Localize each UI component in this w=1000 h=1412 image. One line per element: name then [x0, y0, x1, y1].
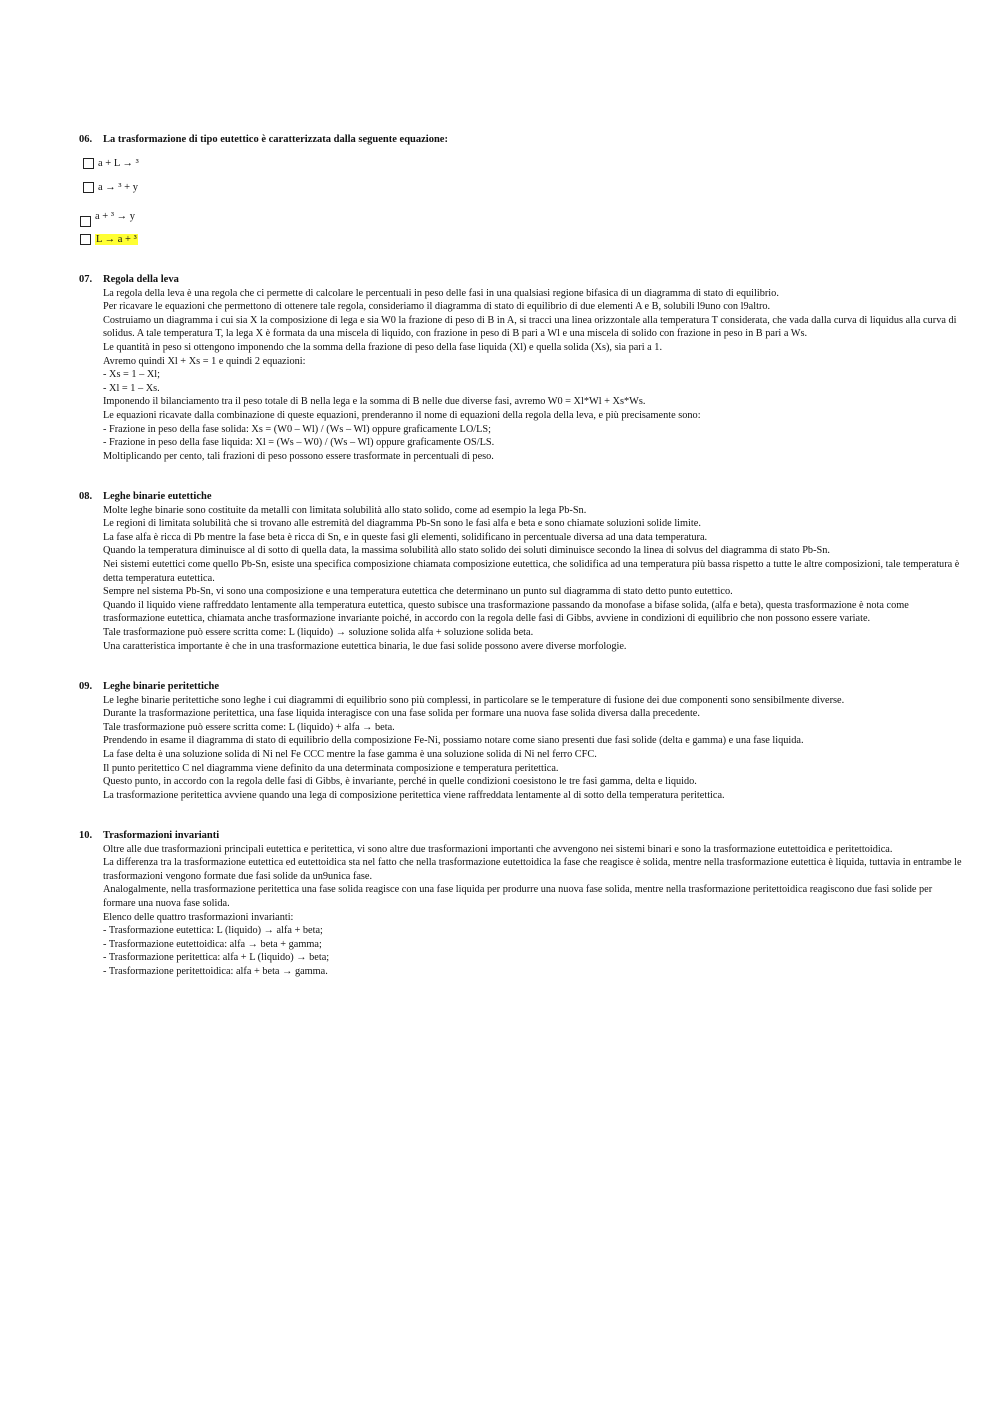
checkbox-option-a[interactable]: [83, 158, 94, 169]
paragraph: Prendendo in esame il diagramma di stato di equilibrio della composizione Fe-Ni, possiamo notare come siano presenti due fasi solide (delta e gamma) e una fase liquida.: [103, 735, 804, 747]
paragraph: - Xs = 1 – Xl;: [103, 369, 161, 381]
paragraph: - Frazione in peso della fase solida: Xs = (W0 – Wl) / (Ws – Wl) oppure graficamente LO/LS;: [103, 423, 492, 435]
option-a[interactable]: [83, 158, 139, 169]
paragraph: Elenco delle quattro trasformazioni invarianti:: [103, 911, 294, 923]
paragraph: Nei sistemi eutettici come quello Pb-Sn, esiste una specifica composizione chiamata composizione eutettica, che solidifica ad una temperatura più bassa rispetto a tutte le altre composizioni, tale temperatura è detta temperatura eutettica.: [103, 558, 960, 584]
paragraph: Le equazioni ricavate dalla combinazione di queste equazioni, prenderanno il nome di equazioni della regola della leva, e più precisamente sono:: [103, 409, 701, 421]
paragraph: Questo punto, in accordo con la regola delle fasi di Gibbs, è invariante, perché in quelle condizioni coesistono le tre fasi gamma, delta e liquido.: [103, 776, 697, 788]
section-number: 08.: [79, 491, 93, 502]
paragraph: Sempre nel sistema Pb-Sn, vi sono una composizione e una temperatura eutettica che determinano un punto sul diagramma di stato detto punto eutettico.: [103, 586, 733, 598]
section-body: [103, 504, 964, 654]
paragraph: Una caratteristica importante è che in una trasformazione eutettica binaria, le due fasi solide possono avere diverse morfologie.: [103, 640, 627, 652]
paragraph: Quando il liquido viene raffreddato lentamente alla temperatura eutettica, questo subisce una trasformazione passando da monofase a bifase solida, (alfa e beta), questa trasformazione è nota come trasformazione eutettica, chiamata anche trasformazione invariante poiché, in accordo con la regola delle fasi di Gibbs, avviene in condizioni di equilibrio che non possono essere variate.: [103, 599, 909, 625]
paragraph: Imponendo il bilanciamento tra il peso totale di B nella lega e la somma di B nelle due diverse fasi, avremo W0 = Xl*Wl + Xs*Ws.: [103, 396, 646, 408]
option-a-label: a + L → ³: [98, 158, 139, 169]
paragraph: Costruiamo un diagramma i cui sia X la composizione di lega e sia W0 la frazione di peso di B in A, si tracci una linea orizzontale alla temperatura T considerata, che vada dalla curva di liquidus alla curva di solidus. A tale temperatura T, la lega X è formata da una miscela di liquido, con frazione in peso di B pari a Wl e una miscela di solido con frazione in peso in B pari a Ws.: [103, 314, 957, 340]
section-number: 09.: [79, 681, 93, 692]
paragraph: Oltre alle due trasformazioni principali eutettica e peritettica, vi sono altre due trasformazioni importanti che avvengono nei sistemi binari e sono la trasformazione eutettoidica e peritettoidica.: [103, 843, 893, 855]
option-c-label: a + ³ → y: [95, 211, 135, 222]
question-06-title: [79, 134, 448, 145]
paragraph: Avremo quindi Xl + Xs = 1 e quindi 2 equazioni:: [103, 355, 306, 367]
paragraph: - Xl = 1 – Xs.: [103, 382, 160, 394]
question-number: 06.: [79, 134, 93, 145]
paragraph: Per ricavare le equazioni che permettono di ottenere tale regola, consideriamo il diagramma di stato di equilibrio di due elementi A e B, solubili l9uno con l9altro.: [103, 301, 771, 313]
checkbox-option-d[interactable]: [80, 234, 91, 245]
option-b[interactable]: [83, 182, 138, 193]
option-c[interactable]: [80, 206, 135, 227]
paragraph: Tale trasformazione può essere scritta come: L (liquido) + alfa → beta.: [103, 721, 395, 733]
option-d-label: L → a + ³: [96, 234, 137, 245]
section-title: Leghe binarie peritettiche: [103, 681, 220, 692]
paragraph: Le quantità in peso si ottengono imponendo che la somma della frazione di peso della fase liquida (Xl) e quella solida (Xs), sia pari a 1.: [103, 341, 663, 353]
paragraph: La fase delta è una soluzione solida di Ni nel Fe CCC mentre la fase gamma è una soluzione solida di Ni nel ferro CFC.: [103, 748, 597, 760]
paragraph: La differenza tra la trasformazione eutettica ed eutettoidica sta nel fatto che nella trasformazione eutettoidica la fase che reagisce è solida, mentre nella trasformazione eutettica è liquida, tuttavia in entrambe le trasformazioni vengono formate due fasi solide da un9unica fase.: [103, 857, 962, 882]
paragraph: La regola della leva è una regola che ci permette di calcolare le percentuali in peso delle fasi in una qualsiasi regione bifasica di un diagramma di stato di equilibrio.: [103, 287, 779, 299]
checkbox-option-c[interactable]: [80, 216, 91, 227]
paragraph: Durante la trasformazione peritettica, una fase liquida interagisce con una fase solida per formare una nuova fase solida diversa dalla precedente.: [103, 708, 700, 720]
paragraph: Moltiplicando per cento, tali frazioni di peso possono essere trasformate in percentuali di peso.: [103, 450, 494, 462]
paragraph: - Frazione in peso della fase liquida: Xl = (Ws – W0) / (Ws – Wl) oppure graficamente OS/LS.: [103, 437, 495, 449]
paragraph: La trasformazione peritettica avviene quando una lega di composizione peritettica viene raffreddata lentamente al di sotto della temperatura peritettica.: [103, 789, 725, 801]
paragraph: Analogalmente, nella trasformazione peritettica una fase solida reagisce con una fase liquida per produrre una nuova fase solida, mentre nella trasformazione peritettoidica reagiscono due fasi solide per formare una nuova fase solida.: [103, 884, 933, 909]
section-07: [79, 273, 964, 463]
section-number: 07.: [79, 274, 93, 285]
section-title: Leghe binarie eutettiche: [103, 491, 212, 502]
paragraph: Molte leghe binarie sono costituite da metalli con limitata solubilità allo stato solido, come ad esempio la lega Pb-Sn.: [103, 504, 587, 516]
section-heading: [79, 490, 964, 504]
section-title: Regola della leva: [103, 274, 179, 285]
paragraph: Tale trasformazione può essere scritta come: L (liquido) → soluzione solida alfa + soluzione solida beta.: [103, 626, 534, 638]
paragraph: Le leghe binarie peritettiche sono leghe i cui diagrammi di equilibrio sono più complessi, in particolare se le temperature di fusione dei due componenti sono sensibilmente diverse.: [103, 694, 845, 706]
paragraph: - Trasformazione peritettica: alfa + L (liquido) → beta;: [103, 952, 330, 964]
question-text: La trasformazione di tipo eutettico è caratterizzata dalla seguente equazione:: [103, 134, 448, 145]
section-body: [103, 287, 964, 464]
section-number: 10.: [79, 830, 93, 841]
checkbox-option-b[interactable]: [83, 182, 94, 193]
option-d[interactable]: [80, 234, 138, 245]
section-title: Trasformazioni invarianti: [103, 830, 220, 841]
section-10: [79, 829, 964, 979]
section-heading: [79, 273, 964, 287]
paragraph: - Trasformazione eutettoidica: alfa → beta + gamma;: [103, 938, 322, 950]
paragraph: - Trasformazione eutettica: L (liquido) → alfa + beta;: [103, 925, 323, 937]
paragraph: - Trasformazione peritettoidica: alfa + beta → gamma.: [103, 965, 328, 977]
section-heading: [79, 680, 964, 694]
section-09: [79, 680, 964, 802]
section-body: [103, 843, 964, 979]
option-b-label: a → ³ + y: [98, 182, 138, 193]
section-08: [79, 490, 964, 653]
section-body: [103, 694, 964, 803]
paragraph: Quando la temperatura diminuisce al di sotto di quella data, la massima solubilità allo stato solido dei soluti diminuisce secondo la linea di solvus del diagramma di stato Pb-Sn.: [103, 545, 830, 557]
paragraph: La fase alfa è ricca di Pb mentre la fase beta è ricca di Sn, e in queste fasi gli elementi, solidificano in percentuale diversa ad una data temperatura.: [103, 531, 708, 543]
section-heading: [79, 829, 964, 843]
paragraph: Il punto peritettico C nel diagramma viene definito da una determinata composizione e temperatura peritettica.: [103, 762, 559, 774]
paragraph: Le regioni di limitata solubilità che si trovano alle estremità del diagramma Pb-Sn sono le fasi alfa e beta e sono chiamate soluzioni solide limite.: [103, 518, 701, 530]
